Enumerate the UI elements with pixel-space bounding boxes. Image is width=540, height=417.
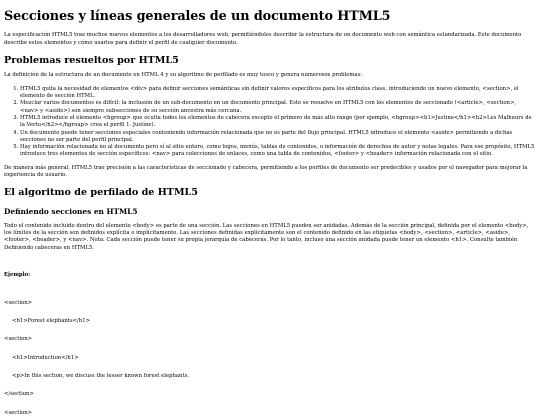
list-item: 1. HTML5 quita la necesidad de elementos <div> para definir secciones semánticas sin definir valores específicos para los atributos class, introduciendo un nuevo elemento, <section>, el elemento de sección HTML. xyxy=(20,86,536,101)
document-page xyxy=(0,9,540,414)
list-item: 5. Hay información relacionada no al documento pero sí al sitio entero, como logos, menús, tablas de contenidos, o información de derechos de autor y notas legales. Para ese propósito, HTML5 introduce tres elementos de sección específicos: <nav> para colecciones de enlaces, como una tabla de contenidos, <footer> y <header> información relacionada con el sitio. xyxy=(20,144,536,159)
defining-sections-paragraph: Todo el contenido incluido dentro del elemento <body> es parte de una sección. Las secciones en HTML5 pueden ser anidadas. Además de la sección principal, definida por el elemento <body>, los límites de la sección son definidos explícita o implícitamente. Las secciones definidas explícitamente son el contenido definido en las etiquetas <body>, <section>, <article>, <aside>, <footer>, <header>, y <nav>. Nota: Cada sección puede tener su propia jerarquía de cabeceras. Por lo tanto, incluso una sección anidada puede tener un elemento <h1>. Consulte también Definiendo cabeceras en HTML5. xyxy=(4,222,529,251)
section-heading-algorithm: El algoritmo de perfilado de HTML5 xyxy=(4,187,198,199)
section-heading-problems: Problemas resueltos por HTML5 xyxy=(4,54,179,66)
problems-list xyxy=(4,86,536,159)
code-line: <section> xyxy=(4,336,33,343)
example-label: Ejemplo: xyxy=(4,271,31,278)
list-item: 2. Mezclar varios documentos es difícil: la inclusión de un sub-documento en un documento principal. Esto se resuelve en HTML5 con los elementos de seccionado (<article>, <section>, <nav> y <aside>) son siempre subsecciones de su sección ancestra más cercana. xyxy=(20,100,536,115)
intro-paragraph: La especificación HTML5 trae muchos nuevos elementos a los desarrolladores web, permitiéndoles describir la estructura de un documento web con semántica estandarizada. Este documento describe estos elementos y cómo usarlos para definir el perfil de cualquier documento. xyxy=(4,32,522,46)
list-item: 3. HTML5 introduce el elemento <hgroup> que oculta todos los elementos de cabecera excepto el primero de más alto rango (por ejemplo, <hgroup><h1>Justine</h1><h2>Les Malheurs de la Vertu</h2></hgroup> crea el perfil 1. Justine). xyxy=(20,115,536,130)
code-line: <section> xyxy=(4,299,33,306)
code-line: <h1>Introduction</h1> xyxy=(12,354,79,361)
code-line: </section> xyxy=(4,391,34,398)
subheading-defining-sections: Definiendo secciones en HTML5 xyxy=(4,206,138,216)
page-title: Secciones y líneas generales de un documento HTML5 xyxy=(4,9,391,24)
list-item: 4. Un documento puede tener secciones especiales conteniendo información relacionada que no es parte del flujo principal. HTML5 introduce el elemento <aside> permitiendo a dichas secciones no ser parte del perfil principal. xyxy=(20,130,536,145)
code-line: <h1>Forest elephants</h1> xyxy=(12,318,91,325)
code-line: <p>In this section, we discuss the lesser known forest elephants. xyxy=(12,373,189,380)
problems-closing-paragraph: De manera más general, HTML5 trae precisión a las características de seccionado y cabecera, permitiendo a los perfiles de documento ser predecibles y usados por el navegador para mejorar la experiencia de usuario. xyxy=(4,164,528,178)
problems-lead-paragraph: La definición de la estructura de un documento en HTML 4 y su algoritmo de perfilado es muy tosco y genera numerosos problemas: xyxy=(4,72,363,79)
code-line: <section> xyxy=(4,409,33,416)
